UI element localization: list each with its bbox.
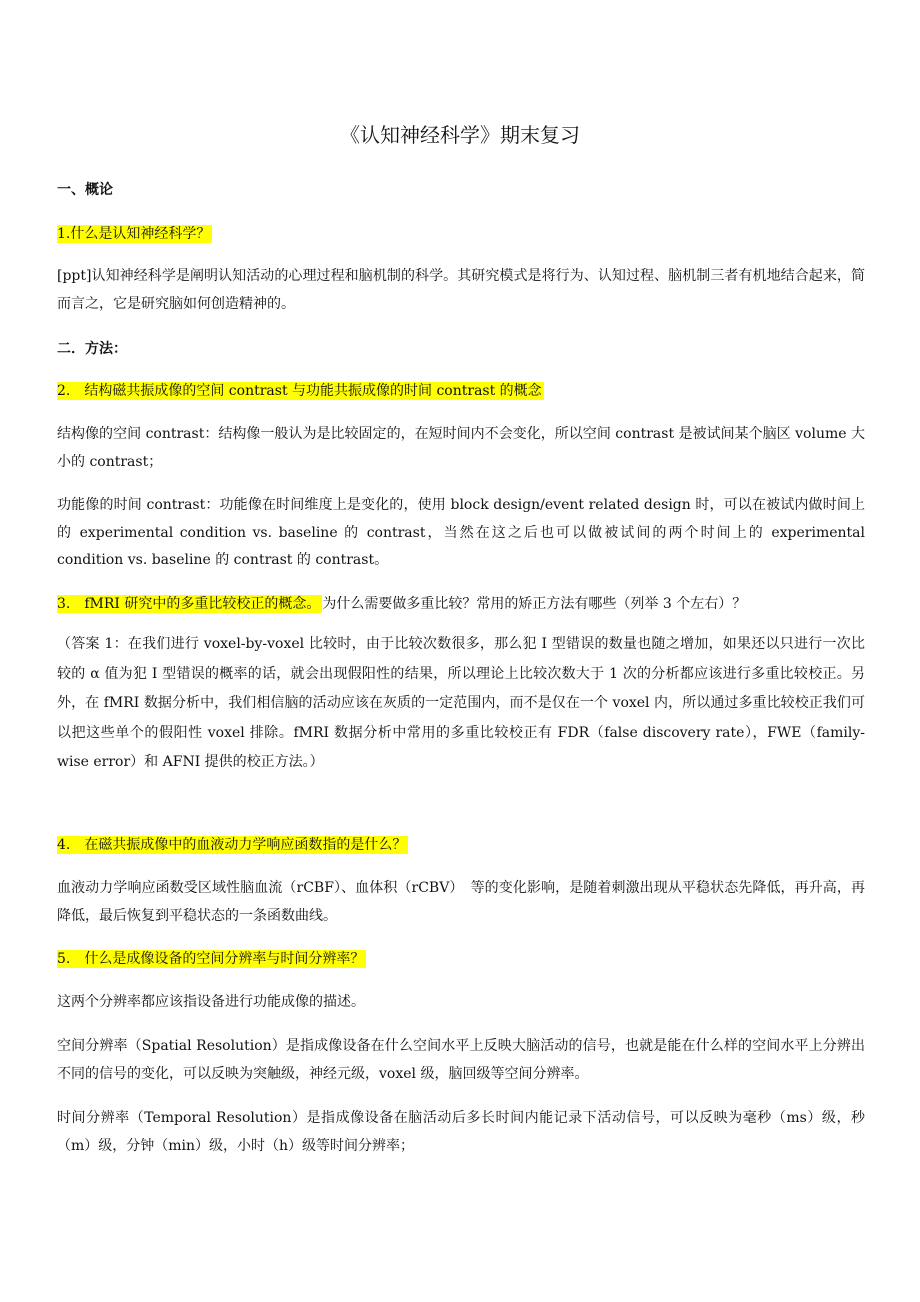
answer-3: （答案 1：在我们进行 voxel-by-voxel 比较时，由于比较次数很多，那么犯 I 型错误的数量也随之增加，如果还以只进行一次比较的 α 值为犯 I 型错误的概率的话，就会出现假阳性的结果，所以理论上比较次数大于 1 次的分析都应该进行多重比较校正。另外，在 fMRI 数据分析中，我们相信脑的活动应该在灰质的一定范围内，而不是仅在一个 voxel 内，所以通过多重比较校正我们可以把这些单个的假阳性 voxel 排除。fMRI 数据分析中常用的多重比较校正有 FDR（false discovery rate），FWE（family-wise error）和 AFNI 提供的校正方法。） xyxy=(57,636,865,770)
question-3 xyxy=(57,594,746,614)
document-title: 《认知神经科学》期末复习 xyxy=(340,123,580,147)
question-1-highlight: 1.什么是认知神经科学？ xyxy=(57,226,211,242)
question-3-rest: 为什么需要做多重比较？常用的矫正方法有哪些（列举 3 个左右）？ xyxy=(322,596,747,612)
question-1 xyxy=(57,224,212,244)
answer-4: 血液动力学响应函数受区域性脑血流（rCBF）、血体积（rCBV） 等的变化影响，是随着刺激出现从平稳状态先降低，再升高，再降低，最后恢复到平稳状态的一条函数曲线。 xyxy=(57,880,865,924)
answer-1: [ppt]认知神经科学是阐明认知活动的心理过程和脑机制的科学。其研究模式是将行为、认知过程、脑机制三者有机地结合起来，简而言之，它是研究脑如何创造精神的。 xyxy=(57,268,865,312)
answer-2-structural: 结构像的空间 contrast：结构像一般认为是比较固定的，在短时间内不会变化，所以空间 contrast 是被试间某个脑区 volume 大小的 contrast； xyxy=(57,426,865,470)
answer-5-temporal: 时间分辨率（Temporal Resolution）是指成像设备在脑活动后多长时间内能记录下活动信号，可以反映为毫秒（ms）级，秒（m）级，分钟（min）级，小时（h）级等时间分辨率； xyxy=(57,1110,865,1154)
question-4 xyxy=(57,835,408,855)
question-5-highlight: 5. 什么是成像设备的空间分辨率与时间分辨率？ xyxy=(57,951,365,967)
section-heading-methods: 二．方法： xyxy=(57,341,127,357)
question-5 xyxy=(57,949,366,969)
section-heading-overview: 一、概论 xyxy=(57,182,113,198)
question-2-highlight: 2. 结构磁共振成像的空间 contrast 与功能共振成像的时间 contrast 的概念 xyxy=(57,383,542,399)
question-2 xyxy=(57,381,544,401)
answer-2-functional: 功能像的时间 contrast：功能像在时间维度上是变化的，使用 block design/event related design 时，可以在被试内做时间上的 experimental condition vs. baseline 的 contrast，当然在这之后也可以做被试间的两个时间上的 experimental condition vs. baseline 的 contrast 的 contrast。 xyxy=(57,497,865,568)
question-4-highlight: 4. 在磁共振成像中的血液动力学响应函数指的是什么？ xyxy=(57,837,407,853)
question-3-highlight: 3. fMRI 研究中的多重比较校正的概念。 xyxy=(57,596,321,612)
answer-5-intro: 这两个分辨率都应该指设备进行功能成像的描述。 xyxy=(57,994,365,1010)
answer-5-spatial: 空间分辨率（Spatial Resolution）是指成像设备在什么空间水平上反映大脑活动的信号，也就是能在什么样的空间水平上分辨出不同的信号的变化，可以反映为突触级，神经元级，voxel 级，脑回级等空间分辨率。 xyxy=(57,1038,865,1082)
